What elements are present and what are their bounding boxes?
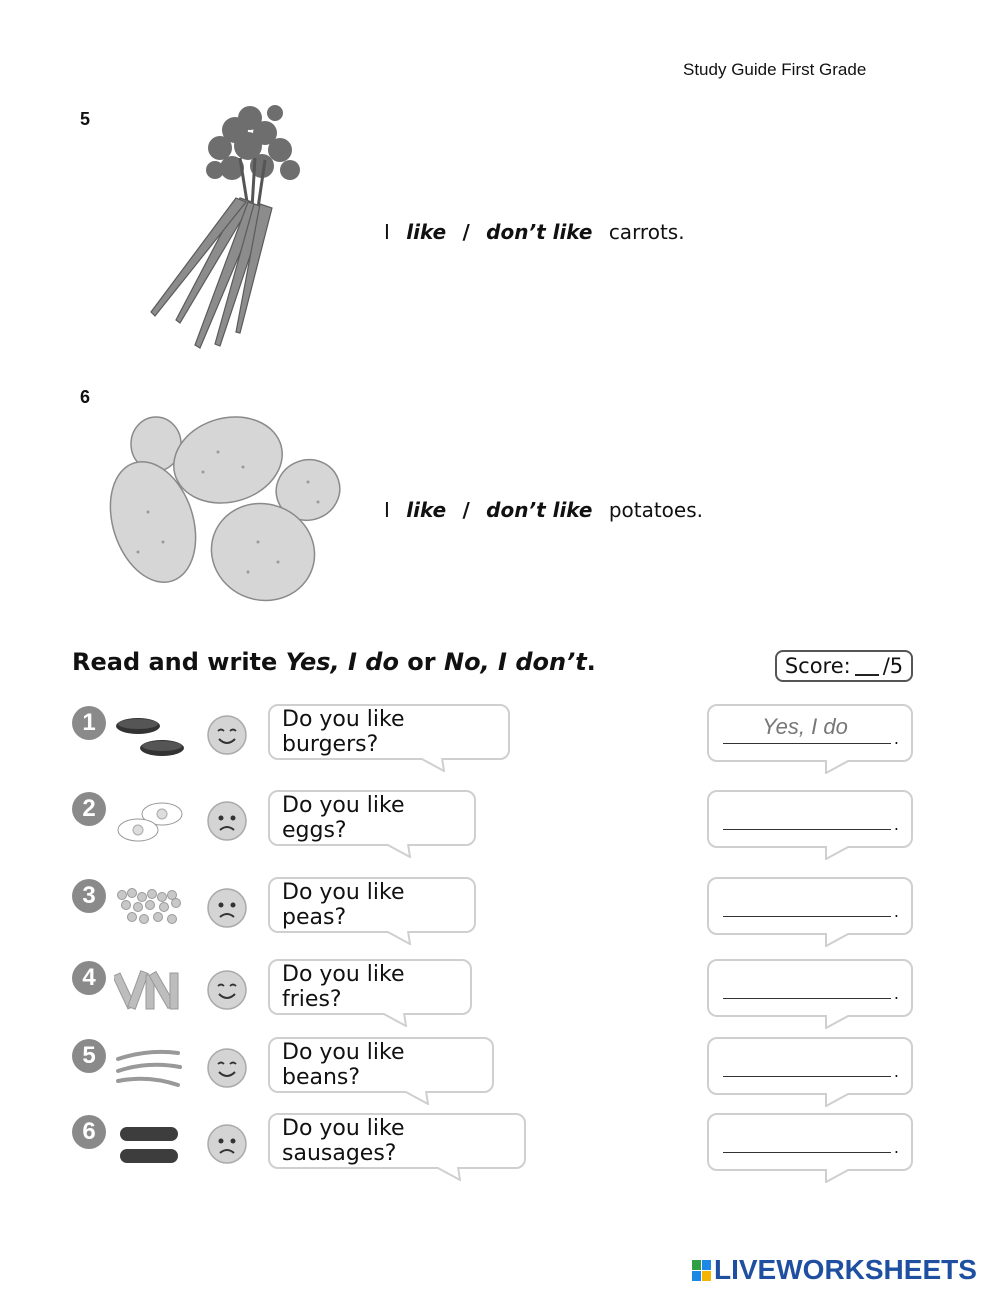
answer-field[interactable] — [707, 877, 913, 935]
slash-separator: / — [462, 498, 470, 522]
bubble-tail — [382, 1013, 408, 1027]
potatoes-image — [108, 412, 348, 607]
question-bubble: Do you like beans? — [268, 1037, 494, 1093]
section-title — [72, 648, 596, 676]
logo-text: LIVEWORKSHEETS — [714, 1254, 977, 1285]
score-box — [775, 650, 913, 682]
answer-period: . — [893, 815, 899, 834]
dont-like-option[interactable]: don’t like — [486, 220, 593, 244]
answer-bubble-tail — [824, 1169, 850, 1183]
beans-icon — [114, 1045, 188, 1095]
question-number-badge: 1 — [72, 706, 106, 740]
food-word: carrots. — [608, 220, 685, 244]
answer-text: Yes, I do — [762, 714, 848, 739]
sentence-subject: I — [384, 220, 390, 244]
question-number-badge: 3 — [72, 879, 106, 913]
item-number: 6 — [80, 387, 91, 407]
liveworksheets-logo — [692, 1254, 977, 1286]
sausage-icon — [114, 1121, 188, 1171]
bubble-tail — [386, 844, 412, 858]
score-label: Score: — [784, 654, 851, 678]
like-option[interactable]: like — [406, 498, 447, 522]
dont-like-option[interactable]: don’t like — [486, 498, 593, 522]
answer-period: . — [893, 1062, 899, 1081]
answer-bubble-tail — [824, 760, 850, 774]
item-number: 5 — [80, 109, 91, 129]
title-end: . — [586, 648, 596, 676]
egg-icon — [114, 798, 188, 848]
happy-face-icon — [206, 714, 248, 756]
answer-line — [723, 916, 891, 917]
question-bubble: Do you like sausages? — [268, 1113, 526, 1169]
question-number-badge: 2 — [72, 792, 106, 826]
carrots-image — [140, 98, 330, 363]
question-row — [0, 1037, 1000, 1107]
answer-period: . — [893, 902, 899, 921]
answer-bubble-tail — [824, 846, 850, 860]
bubble-tail — [404, 1091, 430, 1105]
bubble-tail — [420, 758, 446, 772]
answer-period: . — [893, 729, 899, 748]
sad-face-icon — [206, 887, 248, 929]
answer-line — [723, 998, 891, 999]
title-no: No, I don’t — [443, 648, 587, 676]
question-row — [0, 790, 1000, 860]
fries-icon — [114, 967, 188, 1017]
like-option[interactable]: like — [406, 220, 447, 244]
question-row — [0, 877, 1000, 947]
answer-line — [723, 829, 891, 830]
answer-bubble-tail — [824, 933, 850, 947]
carrots-sentence — [384, 220, 685, 244]
answer-field[interactable] — [707, 959, 913, 1017]
answer-line — [723, 1076, 891, 1077]
title-prefix: Read and write — [72, 648, 286, 676]
question-row — [0, 704, 1000, 774]
title-yes: Yes, I do — [285, 648, 399, 676]
bubble-tail — [436, 1167, 462, 1181]
answer-period: . — [893, 1138, 899, 1157]
question-number-badge: 6 — [72, 1115, 106, 1149]
page-header: Study Guide First Grade — [683, 60, 867, 79]
slash-separator: / — [462, 220, 470, 244]
question-bubble: Do you like peas? — [268, 877, 476, 933]
bubble-tail — [386, 931, 412, 945]
title-or: or — [398, 648, 444, 676]
answer-field[interactable] — [707, 704, 913, 762]
sad-face-icon — [206, 800, 248, 842]
question-row — [0, 959, 1000, 1029]
question-bubble: Do you like eggs? — [268, 790, 476, 846]
answer-bubble-tail — [824, 1015, 850, 1029]
sad-face-icon — [206, 1123, 248, 1165]
happy-face-icon — [206, 969, 248, 1011]
peas-icon — [114, 885, 188, 935]
answer-field[interactable] — [707, 1113, 913, 1171]
question-number-badge: 4 — [72, 961, 106, 995]
answer-line — [723, 743, 891, 744]
answer-field[interactable] — [707, 1037, 913, 1095]
food-word: potatoes. — [608, 498, 704, 522]
burger-icon — [114, 712, 188, 762]
happy-face-icon — [206, 1047, 248, 1089]
answer-field[interactable] — [707, 790, 913, 848]
question-number-badge: 5 — [72, 1039, 106, 1073]
logo-mark-icon — [692, 1260, 711, 1281]
answer-period: . — [893, 984, 899, 1003]
score-total: /5 — [882, 654, 904, 678]
answer-bubble-tail — [824, 1093, 850, 1107]
question-bubble: Do you like burgers? — [268, 704, 510, 760]
potatoes-sentence — [384, 498, 703, 522]
question-bubble: Do you like fries? — [268, 959, 472, 1015]
question-row — [0, 1113, 1000, 1183]
answer-line — [723, 1152, 891, 1153]
sentence-subject: I — [384, 498, 390, 522]
score-blank — [855, 656, 879, 676]
